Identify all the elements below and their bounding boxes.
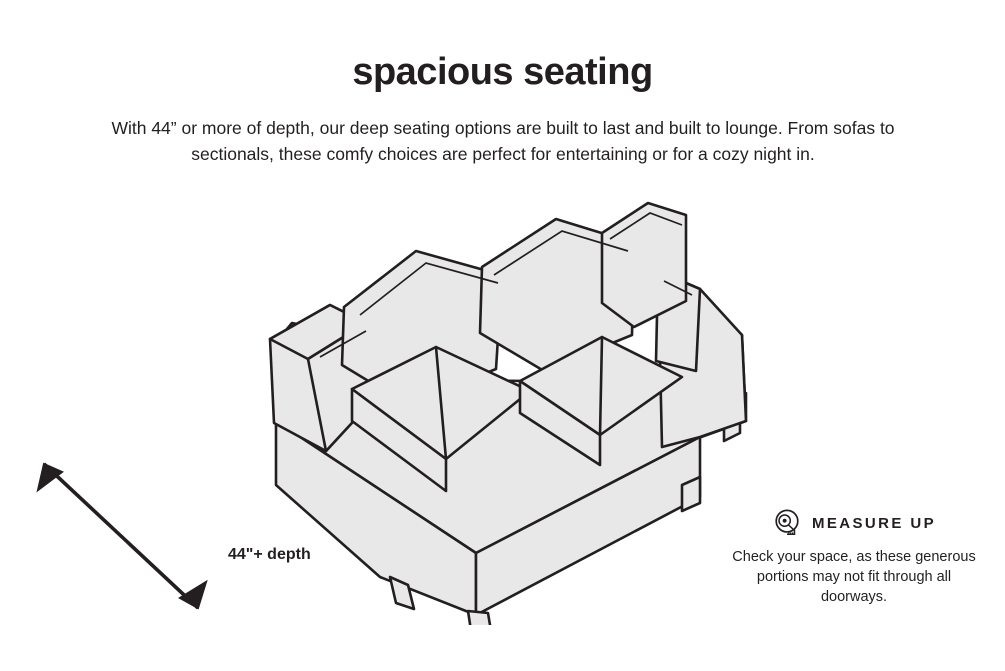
page-title: spacious seating [352,51,653,93]
measure-up-title: MEASURE UP [811,514,936,532]
depth-label: 44"+ depth [228,546,311,563]
tape-measure-icon [772,508,802,538]
measure-up-note: Check your space, as these generous portions may not fit through all doorways. [732,549,976,605]
depth-arrow [20,440,240,640]
measure-up-heading [730,508,978,538]
deep-seating-sofa-illustration [230,185,790,625]
page-description: With 44” or more of depth, our deep seating options are built to last and built to lounge. From sofas to sectionals, these comfy choices are perfect for entertaining or for a cozy night in. [111,118,895,165]
measure-up-block [730,508,978,607]
